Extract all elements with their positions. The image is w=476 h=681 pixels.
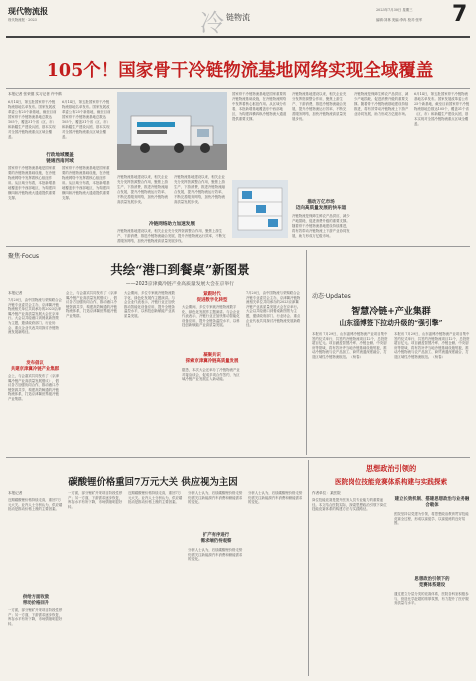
focus-body-3: 大会期间，多位专家就冷链物流数字化、绿色化发展作主题演讲。与会企业代表表示，冷链行业正加快推动智能化设备应用，提升全链条温控水平，以科技创新赋能产业高质量发展。	[182, 305, 240, 328]
lead-subhead-2: 冷链网络助力加速发展	[149, 222, 195, 227]
updates-body: 本报讯 7月29日，山东淄博冷链物流产业项目集中签约仪式举行，共签约冷链物流项目12个，总投资超百亿元。项目涵盖智慧冷库、冷链仓储、中央厨房等领域，将有效补齐当地冷链基础设施短板，推动冷链物流与农产品加工、商贸流通深度融合，打造区域性冷链物流枢纽。（杨春）	[312, 332, 388, 359]
bottom-left-col-4-top	[188, 491, 244, 529]
lead-bottom-rule	[6, 246, 470, 247]
bottom-left-subhead-1: 供给方面收敛 带动价格回升	[22, 595, 50, 606]
focus-body-col-2	[66, 291, 120, 451]
lead-para-2-right: 国家骨干冷链物流基地是国家重要的冷链物流基础设施，在冷链物流网络中发挥着核心枢纽作用。从区域分布看，本批新增基地覆盖东中西部地区，为构建四横四纵冷链物流大通道提供重要支撑。	[232, 92, 287, 121]
lead-para-1-cont: 6月14日，第五批国家骨干冷链物流基地名单发布。国家发展改革委公布25个新基地，截至目前国家骨干冷链物流基地总数达105个，覆盖31个省（区、市）和新疆生产建设兵团，基本实现对全国冷链物流重点区域全覆盖。	[62, 100, 111, 139]
lead-para-2b	[62, 166, 112, 236]
focus-reporter: 本报记者	[8, 291, 23, 295]
bottom-right-subhead-2: 思想政治引领下的 竞赛体系建设	[414, 577, 450, 588]
lead-photo-2	[232, 180, 288, 238]
headline-rule	[6, 88, 470, 89]
updates-body-col-2	[394, 332, 470, 452]
bottom-right-title-1: 思想政治引领的	[365, 464, 417, 473]
focus-body-1: 7月20日，由中国物流与采购联合会冷链专业委员会主办，京津冀冷链物流相关单位共同承办的2023京津冀冷链产业高质量发展大会在京举行。大会以共绘港口到餐桌新图景为主题，邀请政府部门、行业协会、重点企业代表共同探讨冷链物流发展新路径。	[8, 298, 62, 335]
lead-para-3b	[174, 175, 228, 219]
lead-photo	[117, 92, 227, 170]
focus-subhead-1: 发布倡议 共建京津冀冷链产业集群	[10, 361, 60, 372]
lead-para-3-extra: 冷链物流基地建设以来，相关企业充分发挥资源整合作用，聚焦上游生产、下游消费，推进冷链物流融合发展，提升冷链物流运行效率，不断完善服务网络，加快冷链物流高质量发展步伐。	[117, 229, 226, 243]
page-number: 7	[452, 2, 468, 27]
focus-tag: 聚焦·Focus	[8, 253, 40, 260]
updates-tag: 动态·Updates	[312, 293, 351, 300]
bottom-right-body-2: 医院坚持以党建为引领，将思想政治教育贯穿技能竞赛全过程，形成以赛促学、以赛促练的良好氛围。	[394, 512, 469, 526]
cold-storage-icon	[232, 180, 288, 238]
lead-para-3-cont: 冷链物流基地建设以来，相关企业充分发挥资源整合作用，聚焦上游生产、下游消费，推进冷链物流融合发展，提升冷链物流运行效率，不断完善服务网络，加快冷链物流高质量发展步伐。	[174, 175, 225, 204]
focus-subhead-2: 紧跟时代 促进数字化转型	[196, 292, 228, 303]
editor-line: 编辑:刘林 美编:李冉 校对:张军	[376, 18, 423, 22]
bottom-left-body-1: 近期碳酸锂价格持续走高，重回7万元大关。业内人士分析认为，供应端扰动是推动价格上涨的主要因素。	[8, 498, 63, 512]
lead-subhead-3: 描动万亿市场 迈向高质量发展的快车道	[295, 200, 347, 211]
lead-para-col-c	[232, 92, 288, 178]
focus-subtitle: ——2023京津冀冷链产业高质量发展大会在京举行	[125, 282, 235, 287]
bottom-left-col-5	[248, 491, 304, 674]
lead-para-1: 6月14日，第五批国家骨干冷链物流基地名单发布。国家发展改革委公布25个新基地，截至目前国家骨干冷链物流基地总数达105个，覆盖31个省（区、市）和新疆生产建设兵团，基本实现对全国冷链物流重点区域全覆盖。	[8, 100, 57, 139]
lead-para-col-e	[354, 92, 410, 242]
bottom-right-reporter: 作者单位：某医院	[312, 491, 341, 495]
focus-body-col-3	[124, 291, 178, 451]
focus-body-col-5	[246, 291, 302, 453]
lead-para-1b	[62, 100, 112, 150]
lead-reporter: 本报记者 张荣德 实习记者 许中鹤	[8, 92, 62, 96]
date-line: 2023年7月30日 星期三	[376, 8, 413, 12]
updates-title-1: 智慧冷链+产业集群	[351, 307, 431, 317]
bottom-left-body-1-cont: 近期碳酸锂价格持续走高，重回7万元大关。业内人士分析认为，供应端扰动是推动价格上涨的主要因素。	[128, 491, 183, 505]
column-divider	[306, 250, 307, 455]
section-char: 冷	[200, 9, 224, 37]
bottom-left-body-2-cont: 一方面，部分锂矿开采项目阶段性停产；另一方面，下游需求逐步恢复，库存水平有所下降，市场情绪明显好转。	[68, 491, 123, 509]
bottom-right-body-1: 岗位技能竞赛是提升医务人员专业能力的重要途径。本文结合医院实际，探索思想政治引领下岗位技能竞赛体系的构建方法与实践路径。	[312, 498, 387, 512]
lead-para-col-d	[292, 92, 348, 192]
paper-sub: 现代物流报 · 2023	[8, 18, 37, 22]
lead-subhead-1: 行政地域覆盖 链通西南河域	[46, 153, 74, 164]
bottom-divider	[308, 460, 309, 676]
bottom-right-body-3: 通过建立分层分类的竞赛体系，医院各科室积极参与，营造比学赶超的浓厚氛围，有力提升了医疗服务质量与水平。	[394, 592, 469, 606]
lead-para-2-cont: 国家骨干冷链物流基地是国家重要的冷链物流基础设施，在冷链物流网络中发挥着核心枢纽作用。从区域分布看，本批新增基地覆盖东中西部地区，为构建四横四纵冷链物流大通道提供重要支撑。	[62, 166, 110, 200]
bottom-left-col-2	[68, 491, 124, 674]
lead-para-3c	[117, 229, 227, 243]
bottom-left-body-3-top: 分析人士认为，后续碳酸锂价格走势仍需关注新能源汽车消费和储能需求的变化。	[188, 491, 243, 505]
bottom-right-title-2: 医院岗位技能竞赛体系构建与实践探索	[334, 478, 448, 486]
section-name: 链物流	[226, 13, 250, 22]
focus-body-2-cont: 会上，与会嘉宾共同发布了《京津冀冷链产业高质量发展倡议》，倡议各方加强协同合作，推动港口冷链资源共享，构建高效畅通的冷链物流体系，打造京津冀世界级冷链产业集群。	[66, 291, 117, 318]
bottom-left-body-3: 分析人士认为，后续碳酸锂价格走势仍需关注新能源汽车消费和储能需求的变化。	[188, 548, 243, 562]
lead-para-2: 国家骨干冷链物流基地是国家重要的冷链物流基础设施，在冷链物流网络中发挥着核心枢纽作用。从区域分布看，本批新增基地覆盖东中西部地区，为构建四横四纵冷链物流大通道提供重要支撑。	[8, 166, 56, 200]
cold-chain-truck-illustration	[117, 92, 227, 170]
masthead-rule	[6, 36, 470, 38]
lead-para-4: 冷链物流是保障生鲜农产品供应、减少产地损耗、促进消费升级的重要支撑。随着骨干冷链物流基地建设持续推进，将有效带动冷链物流上下游产业协同发展，助力形成万亿级市场。	[292, 214, 350, 238]
headline-title: 105个！国家骨干冷链物流基地网络实现全域覆盖	[46, 61, 434, 81]
bottom-left-reporter: 本报记者	[8, 491, 23, 495]
bottom-left-body-2: 一方面，部分锂矿开采项目阶段性停产；另一方面，下游需求逐步恢复，库存水平有所下降，市场情绪明显好转。	[8, 608, 63, 626]
updates-title-2: 山东淄博签下拉动升级的“强引擎”	[339, 319, 443, 327]
updates-body-cont: 本报讯 7月29日，山东淄博冷链物流产业项目集中签约仪式举行，共签约冷链物流项目12个，总投资超百亿元。项目涵盖智慧冷库、冷链仓储、中央厨房等领域，将有效补齐当地冷链基础设施短板，推动冷链物流与农产品加工、商贸流通深度融合，打造区域性冷链物流枢纽。（杨春）	[394, 332, 470, 359]
bottom-left-title: 碳酸锂价格重回7万元大关 供应视为主因	[68, 477, 238, 488]
focus-body-1-cont: 7月20日，由中国物流与采购联合会冷链专业委员会主办，京津冀冷链物流相关单位共同承办的2023京津冀冷链产业高质量发展大会在京举行。大会以共绘港口到餐桌新图景为主题，邀请政府部门、行业协会、重点企业代表共同探讨冷链物流发展新路径。	[246, 291, 301, 328]
bottom-left-body-3-cont: 分析人士认为，后续碳酸锂价格走势仍需关注新能源汽车消费和储能需求的变化。	[248, 491, 303, 505]
focus-body-3-cont: 大会期间，多位专家就冷链物流数字化、绿色化发展作主题演讲。与会企业代表表示，冷链行业正加快推动智能化设备应用，提升全链条温控水平，以科技创新赋能产业高质量发展。	[124, 291, 175, 318]
lead-para-3-right: 冷链物流基地建设以来，相关企业充分发挥资源整合作用，聚焦上游生产、下游消费，推进冷链物流融合发展，提升冷链物流运行效率，不断完善服务网络，加快冷链物流高质量发展步伐。	[292, 92, 347, 121]
lead-para-1-right: 6月14日，第五批国家骨干冷链物流基地名单发布。国家发展改革委公布25个新基地，截至目前国家骨干冷链物流基地总数达105个，覆盖31个省（区、市）和新疆生产建设兵团，基本实现对全国冷链物流重点区域全覆盖。	[414, 92, 470, 126]
masthead	[0, 0, 476, 38]
bottom-left-subhead-2: 扩产有序进行 需求端仍待观察	[200, 533, 232, 544]
mid-bottom-rule	[6, 457, 470, 458]
focus-body-2: 会上，与会嘉宾共同发布了《京津冀冷链产业高质量发展倡议》，倡议各方加强协同合作，推动港口冷链资源共享，构建高效畅通的冷链物流体系，打造京津冀世界级冷链产业集群。	[8, 374, 59, 401]
lead-para-3: 冷链物流基地建设以来，相关企业充分发挥资源整合作用，聚焦上游生产、下游消费，推进冷链物流融合发展，提升冷链物流运行效率，不断完善服务网络，加快冷链物流高质量发展步伐。	[117, 175, 168, 204]
paper-name: 现代物流报	[8, 7, 48, 16]
focus-title: 共绘“港口到餐桌”新图景	[110, 262, 250, 277]
bottom-left-col-3	[128, 491, 184, 674]
lead-para-4-right: 冷链物流是保障生鲜农产品供应、减少产地损耗、促进消费升级的重要支撑。随着骨干冷链物流基地建设持续推进，将有效带动冷链物流上下游产业协同发展，助力形成万亿级市场。	[354, 92, 409, 116]
focus-body-4: 据悉，本次大会还举办了冷链物流产业对接洽谈会，促成多项合作签约，为区域冷链产业发展注入新动能。	[182, 368, 240, 382]
focus-subhead-3: 凝聚共识 探索京津冀冷链高质量发展	[185, 353, 239, 364]
lead-para-col-f	[414, 92, 470, 242]
bottom-right-subhead-1: 建立长效机制、搭建思想政治与业务融合载体	[394, 497, 470, 508]
